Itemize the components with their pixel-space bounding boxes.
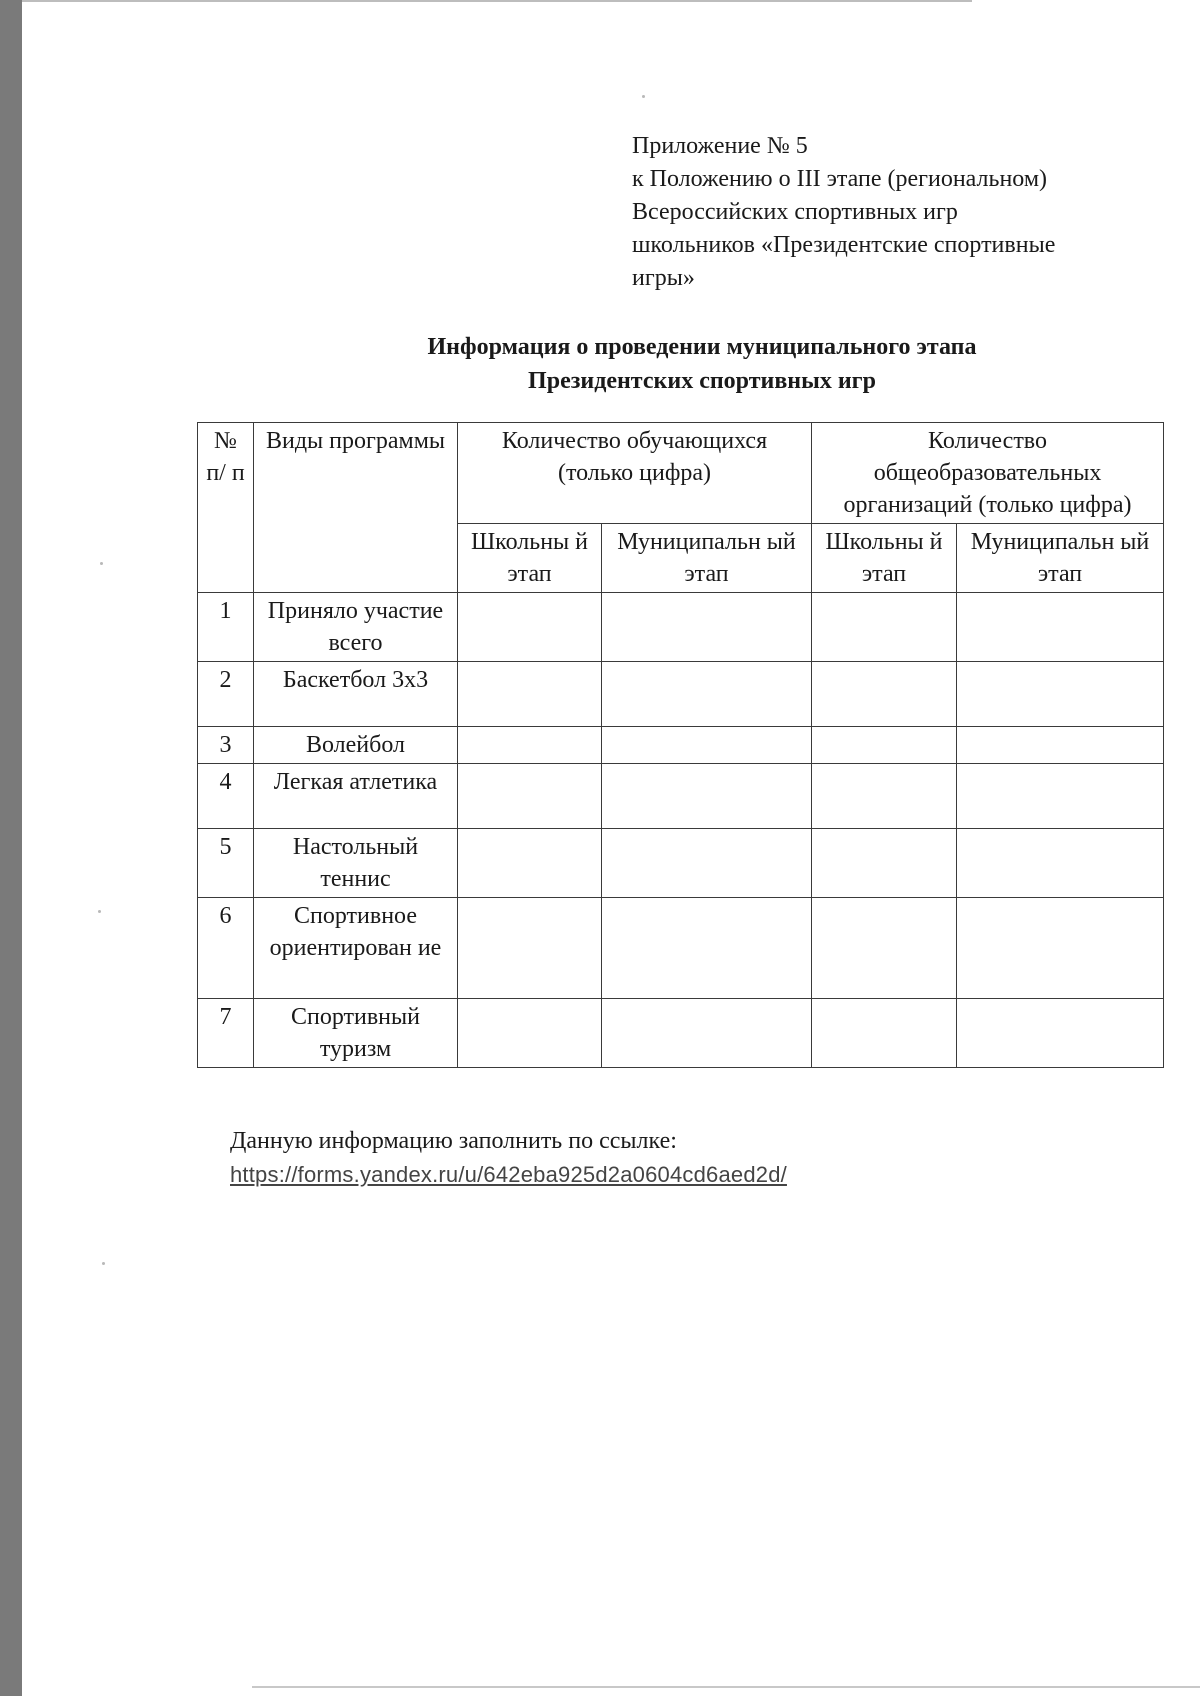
- row-number: 4: [198, 764, 254, 829]
- appendix-line: Приложение № 5: [632, 133, 808, 159]
- students-municipal-cell[interactable]: [602, 898, 812, 999]
- scan-speck: [102, 1262, 105, 1265]
- students-municipal-cell[interactable]: [602, 829, 812, 898]
- table-row: [198, 662, 1164, 727]
- students-municipal-cell[interactable]: [602, 662, 812, 727]
- header-students-count: Количество обучающихся (только цифра): [458, 423, 812, 524]
- appendix-line: игры»: [632, 265, 695, 291]
- table-row: [198, 764, 1164, 829]
- orgs-municipal-cell[interactable]: [957, 727, 1164, 764]
- table-header-row: [198, 423, 1164, 524]
- orgs-school-cell[interactable]: [812, 898, 957, 999]
- table-row: [198, 829, 1164, 898]
- row-program-name: Приняло участие всего: [254, 593, 458, 662]
- orgs-municipal-cell[interactable]: [957, 593, 1164, 662]
- footer-text: Данную информацию заполнить по ссылке:: [230, 1128, 677, 1154]
- students-municipal-cell[interactable]: [602, 727, 812, 764]
- scan-speck: [98, 910, 101, 913]
- row-program-name: Баскетбол 3x3: [254, 662, 458, 727]
- footer-instruction: [230, 1125, 787, 1191]
- orgs-school-cell[interactable]: [812, 829, 957, 898]
- scan-speck: [642, 95, 645, 98]
- document-page: [22, 0, 1200, 1696]
- appendix-reference: [632, 130, 1162, 295]
- form-link[interactable]: https://forms.yandex.ru/u/642eba925d2a0604cd6aed2d/: [230, 1162, 787, 1187]
- title-line: Президентских спортивных игр: [528, 368, 876, 394]
- students-municipal-cell[interactable]: [602, 999, 812, 1068]
- students-school-cell[interactable]: [458, 898, 602, 999]
- students-municipal-cell[interactable]: [602, 593, 812, 662]
- orgs-school-cell[interactable]: [812, 999, 957, 1068]
- row-number: 7: [198, 999, 254, 1068]
- scan-top-edge: [22, 0, 972, 2]
- row-number: 2: [198, 662, 254, 727]
- header-program-type: Виды программы: [254, 423, 458, 593]
- table-row: [198, 999, 1164, 1068]
- row-program-name: Настольный теннис: [254, 829, 458, 898]
- students-school-cell[interactable]: [458, 662, 602, 727]
- info-table: [197, 422, 1164, 1068]
- students-school-cell[interactable]: [458, 764, 602, 829]
- info-table-wrapper: [197, 422, 1163, 1068]
- header-students-municipal-stage: Муниципальн ый этап: [602, 524, 812, 593]
- row-program-name: Спортивное ориентирован ие: [254, 898, 458, 999]
- students-school-cell[interactable]: [458, 593, 602, 662]
- header-orgs-school-stage: Школьны й этап: [812, 524, 957, 593]
- header-number: № п/ п: [198, 423, 254, 593]
- orgs-school-cell[interactable]: [812, 764, 957, 829]
- orgs-municipal-cell[interactable]: [957, 829, 1164, 898]
- row-program-name: Легкая атлетика: [254, 764, 458, 829]
- header-orgs-municipal-stage: Муниципальн ый этап: [957, 524, 1164, 593]
- appendix-line: Всероссийских спортивных игр: [632, 199, 958, 225]
- row-number: 6: [198, 898, 254, 999]
- scan-bottom-edge: [252, 1686, 1200, 1688]
- title-line: Информация о проведении муниципального этапа: [427, 334, 977, 360]
- header-students-school-stage: Школьны й этап: [458, 524, 602, 593]
- orgs-municipal-cell[interactable]: [957, 999, 1164, 1068]
- document-title: [242, 330, 1162, 398]
- students-school-cell[interactable]: [458, 999, 602, 1068]
- table-row: [198, 593, 1164, 662]
- appendix-line: к Положению о III этапе (региональном): [632, 166, 1048, 192]
- appendix-line: школьников «Президентские спортивные: [632, 232, 1056, 258]
- row-number: 3: [198, 727, 254, 764]
- orgs-school-cell[interactable]: [812, 662, 957, 727]
- orgs-municipal-cell[interactable]: [957, 764, 1164, 829]
- row-number: 5: [198, 829, 254, 898]
- orgs-school-cell[interactable]: [812, 727, 957, 764]
- students-school-cell[interactable]: [458, 727, 602, 764]
- row-number: 1: [198, 593, 254, 662]
- scan-speck: [100, 562, 103, 565]
- table-row: [198, 727, 1164, 764]
- orgs-municipal-cell[interactable]: [957, 898, 1164, 999]
- students-school-cell[interactable]: [458, 829, 602, 898]
- row-program-name: Волейбол: [254, 727, 458, 764]
- table-row: [198, 898, 1164, 999]
- students-municipal-cell[interactable]: [602, 764, 812, 829]
- row-program-name: Спортивный туризм: [254, 999, 458, 1068]
- orgs-municipal-cell[interactable]: [957, 662, 1164, 727]
- orgs-school-cell[interactable]: [812, 593, 957, 662]
- header-orgs-count: Количество общеобразовательных организаций (только цифра): [812, 423, 1164, 524]
